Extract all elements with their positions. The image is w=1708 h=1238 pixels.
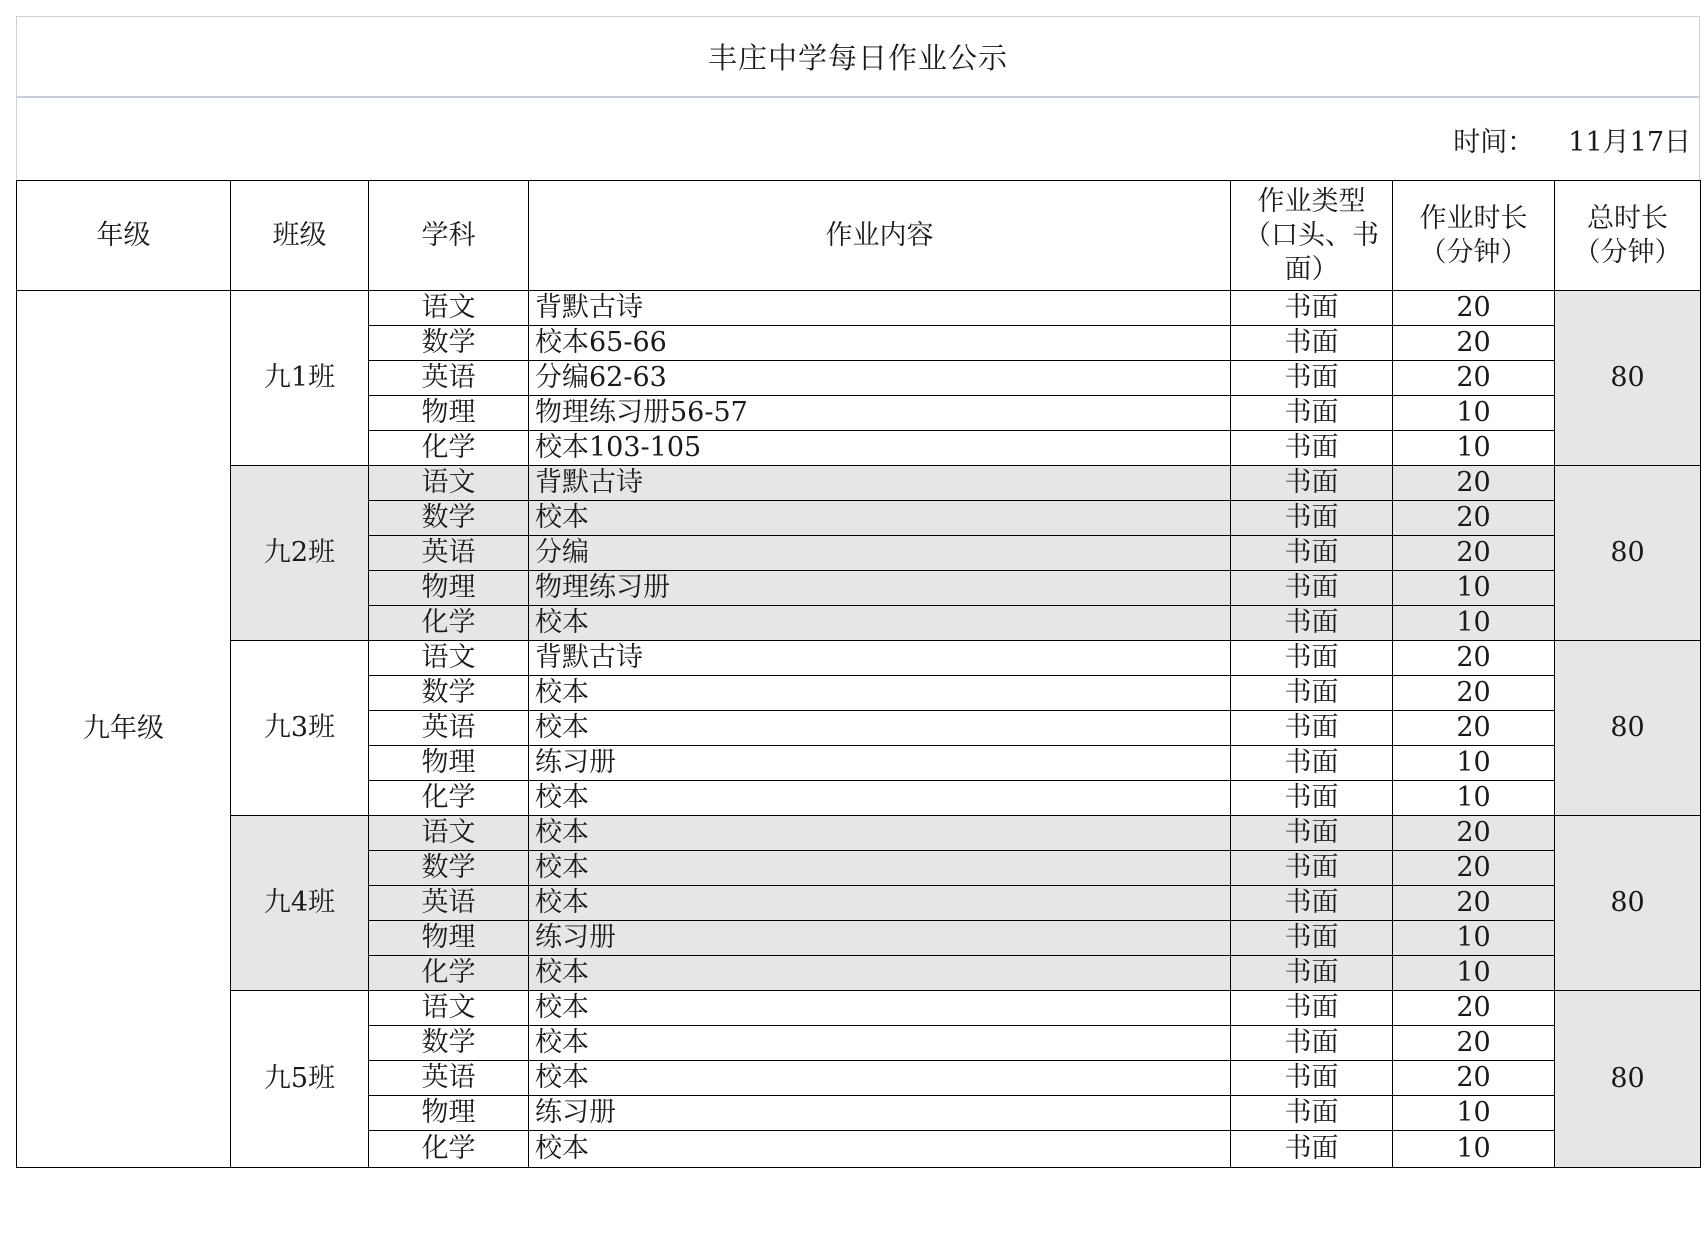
minutes-cell: 10: [1393, 571, 1555, 606]
content-cell: 分编62-63: [529, 361, 1231, 396]
class-cell: 九3班: [231, 641, 369, 816]
subject-cell: 语文: [369, 816, 529, 851]
type-cell: 书面: [1231, 746, 1393, 781]
type-cell: 书面: [1231, 291, 1393, 326]
minutes-cell: 20: [1393, 641, 1555, 676]
class-cell: 九4班: [231, 816, 369, 991]
header-subject: 学科: [369, 181, 529, 291]
minutes-cell: 20: [1393, 536, 1555, 571]
class-cell: 九1班: [231, 291, 369, 466]
type-cell: 书面: [1231, 1026, 1393, 1061]
content-cell: 背默古诗: [529, 641, 1231, 676]
header-duration: [1393, 181, 1555, 291]
homework-sheet: [16, 16, 1700, 1168]
class-total-cell: 80: [1555, 816, 1701, 991]
minutes-cell: 20: [1393, 711, 1555, 746]
content-cell: 校本: [529, 1131, 1231, 1168]
content-cell: 背默古诗: [529, 291, 1231, 326]
content-cell: 分编: [529, 536, 1231, 571]
header-type-line1: 作业类型: [1257, 185, 1366, 217]
table-row: [17, 291, 1701, 326]
content-cell: 背默古诗: [529, 466, 1231, 501]
subject-cell: 数学: [369, 1026, 529, 1061]
subject-cell: 化学: [369, 1131, 529, 1168]
type-cell: 书面: [1231, 641, 1393, 676]
content-cell: 校本: [529, 816, 1231, 851]
content-cell: 物理练习册: [529, 571, 1231, 606]
minutes-cell: 10: [1393, 956, 1555, 991]
subject-cell: 化学: [369, 781, 529, 816]
header-type: [1231, 181, 1393, 291]
subject-cell: 语文: [369, 641, 529, 676]
date-label: 时间：: [1453, 126, 1535, 158]
class-total-cell: 80: [1555, 466, 1701, 641]
subject-cell: 数学: [369, 851, 529, 886]
homework-table: [16, 180, 1701, 1168]
content-cell: 校本: [529, 781, 1231, 816]
type-cell: 书面: [1231, 501, 1393, 536]
content-cell: 校本: [529, 1061, 1231, 1096]
table-body: [17, 291, 1701, 1168]
type-cell: 书面: [1231, 536, 1393, 571]
type-cell: 书面: [1231, 606, 1393, 641]
class-cell: 九2班: [231, 466, 369, 641]
content-cell: 练习册: [529, 921, 1231, 956]
type-cell: 书面: [1231, 886, 1393, 921]
minutes-cell: 10: [1393, 781, 1555, 816]
type-cell: 书面: [1231, 361, 1393, 396]
type-cell: 书面: [1231, 326, 1393, 361]
subject-cell: 化学: [369, 606, 529, 641]
content-cell: 物理练习册56-57: [529, 396, 1231, 431]
subject-cell: 语文: [369, 291, 529, 326]
subject-cell: 数学: [369, 326, 529, 361]
minutes-cell: 20: [1393, 991, 1555, 1026]
header-grade: 年级: [17, 181, 231, 291]
header-row: [17, 181, 1701, 291]
type-cell: 书面: [1231, 781, 1393, 816]
subject-cell: 英语: [369, 711, 529, 746]
table-row: [17, 466, 1701, 501]
subject-cell: 化学: [369, 431, 529, 466]
table-row: [17, 991, 1701, 1026]
minutes-cell: 20: [1393, 291, 1555, 326]
type-cell: 书面: [1231, 1131, 1393, 1168]
header-total-line2: （分钟）: [1573, 236, 1682, 268]
subject-cell: 物理: [369, 746, 529, 781]
subject-cell: 物理: [369, 1096, 529, 1131]
minutes-cell: 10: [1393, 431, 1555, 466]
subject-cell: 英语: [369, 1061, 529, 1096]
content-cell: 练习册: [529, 1096, 1231, 1131]
content-cell: 校本: [529, 606, 1231, 641]
header-class: 班级: [231, 181, 369, 291]
content-cell: 练习册: [529, 746, 1231, 781]
class-cell: 九5班: [231, 991, 369, 1168]
date-band: [16, 98, 1700, 180]
type-cell: 书面: [1231, 851, 1393, 886]
subject-cell: 数学: [369, 676, 529, 711]
content-cell: 校本65-66: [529, 326, 1231, 361]
header-total: [1555, 181, 1701, 291]
minutes-cell: 20: [1393, 1026, 1555, 1061]
header-total-line1: 总时长: [1587, 202, 1668, 234]
minutes-cell: 20: [1393, 501, 1555, 536]
class-total-cell: 80: [1555, 291, 1701, 466]
subject-cell: 化学: [369, 956, 529, 991]
type-cell: 书面: [1231, 466, 1393, 501]
header-duration-line1: 作业时长: [1419, 202, 1528, 234]
subject-cell: 数学: [369, 501, 529, 536]
type-cell: 书面: [1231, 991, 1393, 1026]
subject-cell: 英语: [369, 886, 529, 921]
date-value: 11月17日: [1568, 126, 1691, 158]
type-cell: 书面: [1231, 711, 1393, 746]
minutes-cell: 10: [1393, 396, 1555, 431]
minutes-cell: 20: [1393, 851, 1555, 886]
subject-cell: 物理: [369, 921, 529, 956]
content-cell: 校本: [529, 956, 1231, 991]
header-duration-line2: （分钟）: [1419, 236, 1528, 268]
header-type-line2: （口头、书: [1244, 219, 1379, 251]
table-row: [17, 816, 1701, 851]
type-cell: 书面: [1231, 956, 1393, 991]
minutes-cell: 10: [1393, 606, 1555, 641]
content-cell: 校本: [529, 1026, 1231, 1061]
subject-cell: 物理: [369, 571, 529, 606]
subject-cell: 语文: [369, 991, 529, 1026]
type-cell: 书面: [1231, 676, 1393, 711]
content-cell: 校本103-105: [529, 431, 1231, 466]
content-cell: 校本: [529, 676, 1231, 711]
sheet-title-band: [16, 16, 1700, 98]
minutes-cell: 10: [1393, 746, 1555, 781]
minutes-cell: 20: [1393, 886, 1555, 921]
class-total-cell: 80: [1555, 641, 1701, 816]
minutes-cell: 10: [1393, 1131, 1555, 1168]
minutes-cell: 20: [1393, 361, 1555, 396]
table-row: [17, 641, 1701, 676]
content-cell: 校本: [529, 991, 1231, 1026]
type-cell: 书面: [1231, 921, 1393, 956]
type-cell: 书面: [1231, 1061, 1393, 1096]
type-cell: 书面: [1231, 396, 1393, 431]
type-cell: 书面: [1231, 816, 1393, 851]
minutes-cell: 10: [1393, 1096, 1555, 1131]
minutes-cell: 20: [1393, 326, 1555, 361]
content-cell: 校本: [529, 711, 1231, 746]
type-cell: 书面: [1231, 431, 1393, 466]
content-cell: 校本: [529, 851, 1231, 886]
minutes-cell: 20: [1393, 816, 1555, 851]
subject-cell: 英语: [369, 536, 529, 571]
content-cell: 校本: [529, 886, 1231, 921]
minutes-cell: 20: [1393, 676, 1555, 711]
subject-cell: 语文: [369, 466, 529, 501]
sheet-title: 丰庄中学每日作业公示: [707, 41, 1008, 75]
type-cell: 书面: [1231, 1096, 1393, 1131]
class-total-cell: 80: [1555, 991, 1701, 1168]
subject-cell: 英语: [369, 361, 529, 396]
content-cell: 校本: [529, 501, 1231, 536]
grade-cell: 九年级: [17, 291, 231, 1168]
type-cell: 书面: [1231, 571, 1393, 606]
subject-cell: 物理: [369, 396, 529, 431]
minutes-cell: 10: [1393, 921, 1555, 956]
minutes-cell: 20: [1393, 1061, 1555, 1096]
header-type-line3: 面）: [1284, 253, 1339, 285]
header-content: 作业内容: [529, 181, 1231, 291]
minutes-cell: 20: [1393, 466, 1555, 501]
